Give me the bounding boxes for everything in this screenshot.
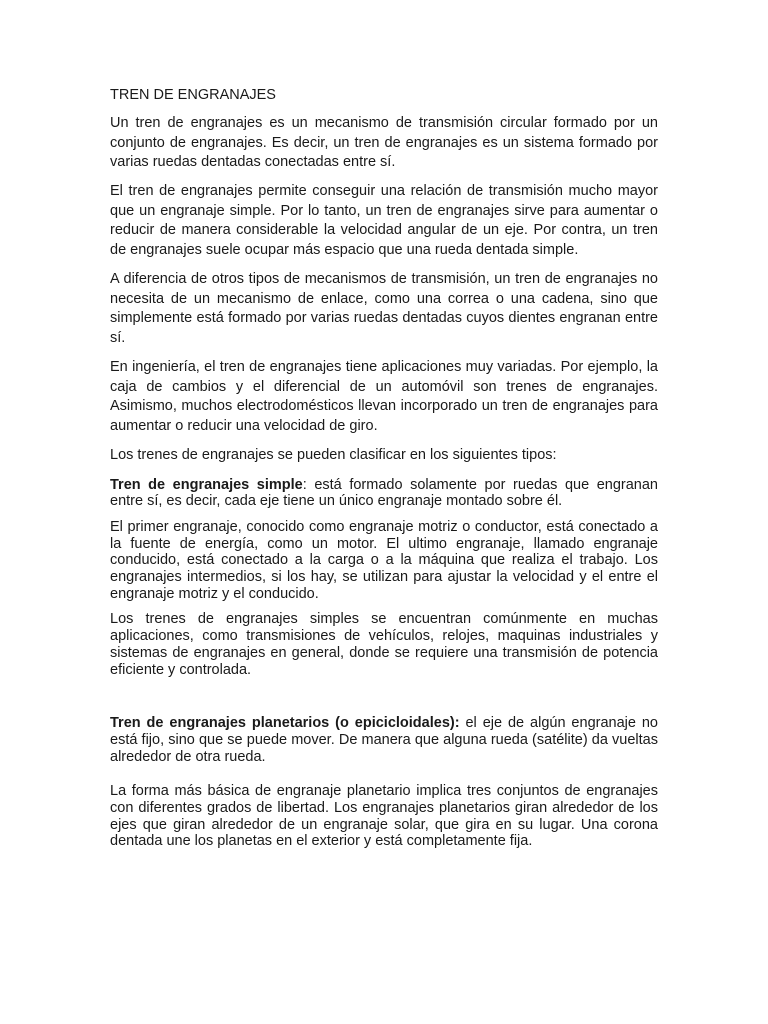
planetary-train-term: Tren de engranajes planetarios (o epicicloidales) bbox=[110, 715, 455, 732]
paragraph-relation: El tren de engranajes permite conseguir una relación de transmisión mucho mayor que un engranaje simple. Por lo tanto, un tren de engranajes sirve para aumentar o reducir de manera considerable la velocidad angular de un eje. Por contra, un tren de engranajes suele ocupar más espacio que una rueda dentada simple. bbox=[110, 183, 658, 259]
planetary-train-colon: : bbox=[454, 715, 460, 732]
paragraph-engineering: En ingeniería, el tren de engranajes tiene aplicaciones muy variadas. Por ejemplo, la caja de cambios y el diferencial de un automóvil son trenes de engranajes. Asimismo, muchos electrodomésticos llevan incorporado un tren de engranajes para aumentar o reducir una velocidad de giro. bbox=[110, 359, 658, 434]
paragraph-classification: Los trenes de engranajes se pueden clasificar en los siguientes tipos: bbox=[110, 446, 557, 463]
page-title: TREN DE ENGRANAJES bbox=[110, 87, 276, 103]
paragraph-difference: A diferencia de otros tipos de mecanismos de transmisión, un tren de engranajes no necesita de un mecanismo de enlace, como una correa o una cadena, sino que simplemente está formado por varias ruedas dentadas cuyos dientes engranan entre sí. bbox=[110, 271, 658, 346]
simple-train-text: : está formado solamente por ruedas que engranan entre sí, es decir, cada eje tiene un único engranaje montado sobre él. bbox=[110, 476, 658, 510]
planetary-train-definition bbox=[110, 715, 658, 765]
planetary-train-paragraph-1: La forma más básica de engranaje planetario implica tres conjuntos de engranajes con diferentes grados de libertad. Los engranajes planetarios giran alrededor de los ejes que giran alrededor de un engranaje solar, que gira en su lugar. Una corona dentada une los planetas en el exterior y está completamente fija. bbox=[110, 783, 658, 850]
document-page bbox=[110, 86, 658, 859]
planetary-train-text: el eje de algún engranaje no está fijo, sino que se puede mover. De manera que alguna rueda (satélite) da vueltas alrededor de otra rueda. bbox=[110, 715, 658, 765]
simple-train-paragraph-2: Los trenes de engranajes simples se encuentran comúnmente en muchas aplicaciones, como transmisiones de vehículos, relojes, maquinas industriales y sistemas de engranajes en general, donde se requiere una transmisión de potencia eficiente y controlada. bbox=[110, 611, 658, 678]
simple-train-paragraph-1: El primer engranaje, conocido como engranaje motriz o conductor, está conectado a la fuente de energía, como un motor. El ultimo engranaje, llamado engranaje conducido, está conectado a la carga o a la máquina que realiza el trabajo. Los engranajes intermedios, si los hay, se utilizan para ajustar la velocidad y el entre el engranaje motriz y el conducido. bbox=[110, 518, 658, 602]
simple-train-term: Tren de engranajes simple bbox=[110, 476, 303, 493]
paragraph-intro: Un tren de engranajes es un mecanismo de transmisión circular formado por un conjunto de engranajes. Es decir, un tren de engranajes es un sistema formado por varias ruedas dentadas conectadas entre sí. bbox=[110, 115, 658, 171]
simple-train-definition bbox=[110, 477, 658, 510]
